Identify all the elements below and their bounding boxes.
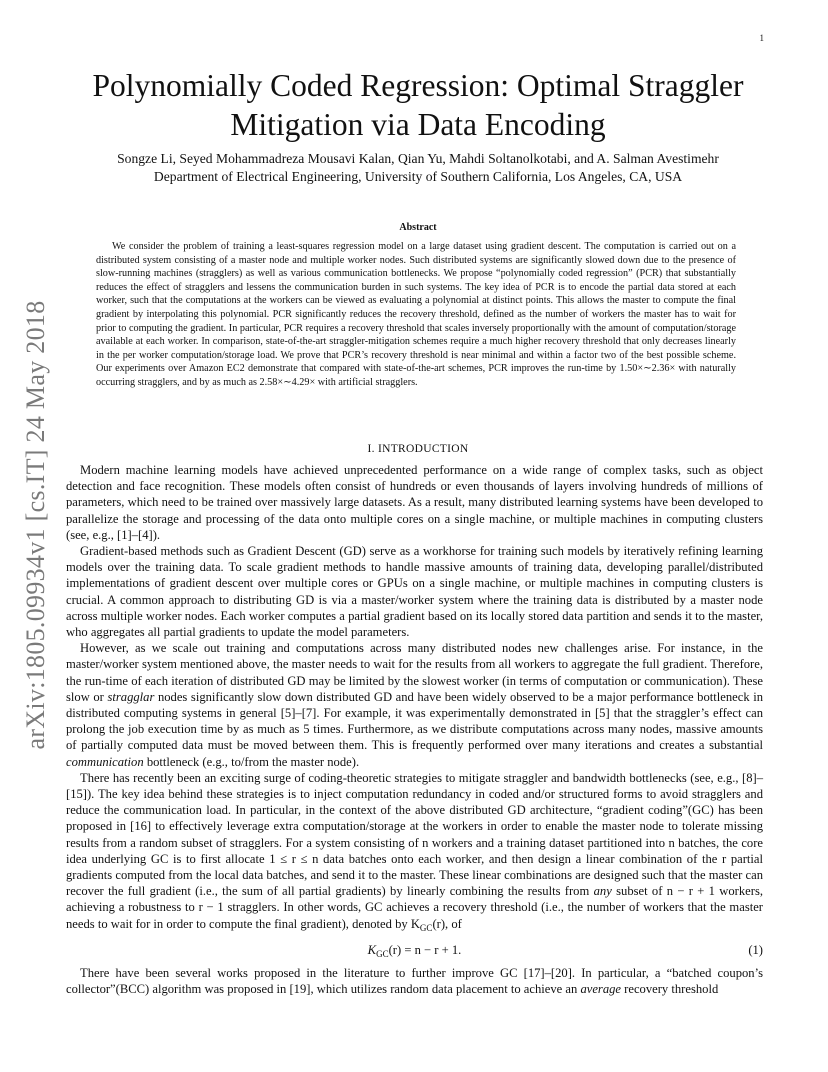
paragraph-3: [66, 640, 763, 770]
paragraph-5: [66, 965, 763, 997]
paragraph-5-emphasis: average: [580, 982, 622, 997]
paragraph-4: [66, 770, 763, 936]
paragraph-4-text-a: There has recently been an exciting surge of coding-theoretic strategies to mitigate straggler and bandwidth bottlenecks (see, e.g., [8]–[15]). The key idea behind these strategies is to inject computation redundancy in coded and/or structured forms to avoid stragglers and reduce the communication load. In particular, in the context of the above distributed GD architecture, “gradient coding”(GC) has been proposed in [16] to effectively leverage extra computation/storage at the workers in order to enable the master node to tolerate missing results from a random subset of stragglers. For a system consisting of n workers and a training dataset partitioned into n batches, the core idea underlying GC is to first allocate 1 ≤ r ≤ n data batches onto each worker, and then design a linear combination of the r partial gradients computed from the local data batches, and send it to the master. These linear combinations are designed such that the master can recover the full gradient (i.e., the sum of all partial gradients) by linearly combining the results from: [66, 770, 763, 899]
equation-1: [66, 942, 763, 960]
paragraph-4-emphasis: any: [593, 884, 612, 899]
author-block: [60, 150, 776, 186]
arxiv-identifier: arXiv:1805.09934v1 [cs.IT] 24 May 2018: [21, 300, 50, 750]
equation-subscript: GC: [376, 948, 389, 959]
page-number: 1: [759, 33, 764, 43]
paragraph-4-subscript: GC: [419, 922, 433, 933]
paragraph-4-text-b: subset of n − r + 1 workers, achieving a robustness to r − 1 stragglers. In other words, GC achieves a recovery threshold (i.e., the number of workers that the master needs to wait for in order to compute the final gradient), denoted by K: [66, 884, 763, 931]
author-list: Songze Li, Seyed Mohammadreza Mousavi Kalan, Qian Yu, Mahdi Soltanolkotabi, and A. Salman Avestimehr: [117, 151, 719, 166]
paragraph-5-text-a: There have been several works proposed in the literature to further improve GC [17]–[20]. In particular, a “batched coupon’s collector”(BCC) algorithm was proposed in [19], which utilizes random data placement to achieve an: [66, 965, 763, 997]
arxiv-sidebar: [14, 290, 58, 760]
paragraph-3-text-c: bottleneck (e.g., to/from the master node).: [146, 754, 360, 769]
abstract-text: We consider the problem of training a least-squares regression model on a large dataset using gradient descent. The computation is carried out on a distributed system consisting of a master node and multiple worker nodes. Such distributed systems are significantly slowed down due to the presence of slow-running machines (stragglers) as well as various communication bottlenecks. We propose “polynomially coded regression” (PCR) that substantially reduces the effect of stragglers and lessens the communication burden in such systems. The key idea of PCR is to encode the partial data stored at each worker, such that the computations at the workers can be viewed as evaluating a polynomial at distinct points. This allows the master to compute the final gradient by interpolating this polynomial. PCR significantly reduces the recovery threshold, defined as the number of workers the master has to wait for prior to computing the gradient. In particular, PCR requires a recovery threshold that scales inversely proportionally with the amount of computation/storage available at each worker. In comparison, state-of-the-art straggler-mitigation schemes require a much higher recovery threshold that only decreases linearly in the per worker computation/storage load. We prove that PCR’s recovery threshold is near minimal and within a factor two of the best possible scheme. Our experiments over Amazon EC2 demonstrate that compared with state-of-the-art schemes, PCR improves the run-time by 1.50×∼2.36× with naturally occurring stragglers, and by as much as 2.58×∼4.29× with artificial stragglers.: [96, 241, 736, 388]
paragraph-1: Modern machine learning models have achieved unprecedented performance on a wide range of complex tasks, such as object detection and face recognition. These models often consist of hundreds or even thousands of layers involving hundreds of millions of parameters, which need to be trained over massively large datasets. As a result, many distributed learning systems have been developed to parallelize the storage and processing of the data onto multiple cores on a single machine, or multiple machines in computing clusters (see, e.g., [1]–[4]).: [66, 463, 763, 542]
paragraph-5-text-b: recovery threshold: [624, 982, 719, 997]
equation-number: (1): [748, 942, 763, 957]
equation-lhs: K: [367, 942, 377, 957]
paragraph-4-text-c: (r), of: [432, 916, 462, 931]
paragraph-3-text-a: However, as we scale out training and computations across many distributed nodes new challenges arise. For instance, in the master/worker system mentioned above, the master needs to wait for the results from all workers to aggregate the full gradient. Therefore, the run-time of each iteration of distributed GD may be limited by the slowest worker (in terms of computation or communication). These slow or: [66, 641, 763, 704]
equation-rhs: (r) = n − r + 1.: [388, 942, 462, 957]
paragraph-3-text-b: nodes significantly slow down distributed GD and have been widely observed to be a major performance bottleneck in distributed computing systems in general [5]–[7]. For example, it was experimentally demonstrated in [5] that the straggler’s effect can prolong the job execution time by as much as 5 times. Furthermore, as we distribute computations across many nodes, massive amounts of partially computed data must be moved between them. This is frequently performed over many iterations and creates a substantial: [66, 689, 764, 753]
paper-title: [60, 66, 776, 144]
title-line-2: Mitigation via Data Encoding: [230, 107, 606, 142]
title-line-1: Polynomially Coded Regression: Optimal Straggler: [92, 68, 744, 103]
affiliation: Department of Electrical Engineering, University of Southern California, Los Angeles, CA, USA: [153, 169, 683, 184]
paragraph-3-emphasis-1: stragglar: [107, 689, 155, 704]
paragraph-2: Gradient-based methods such as Gradient Descent (GD) serve as a workhorse for training such models by iteratively refining learning models over the training data. To scale gradient methods to handle massive amounts of training data, developing parallel/distributed implementations of gradient descent over multiple cores or GPUs on a single machine, or multiple machines in computing clusters is crucial. A common approach to distributing GD is via a master/worker system where the training data is distributed by a master node across multiple worker nodes. Each worker computes a partial gradient based on its locally stored data partition and sends it to the master, who aggregates all partial gradients to update the model parameters.: [66, 544, 763, 640]
paragraph-3-emphasis-2: communication: [66, 754, 144, 769]
section-heading: I. INTRODUCTION: [367, 443, 469, 455]
abstract-heading: Abstract: [399, 222, 437, 233]
introduction-body: [66, 462, 763, 997]
